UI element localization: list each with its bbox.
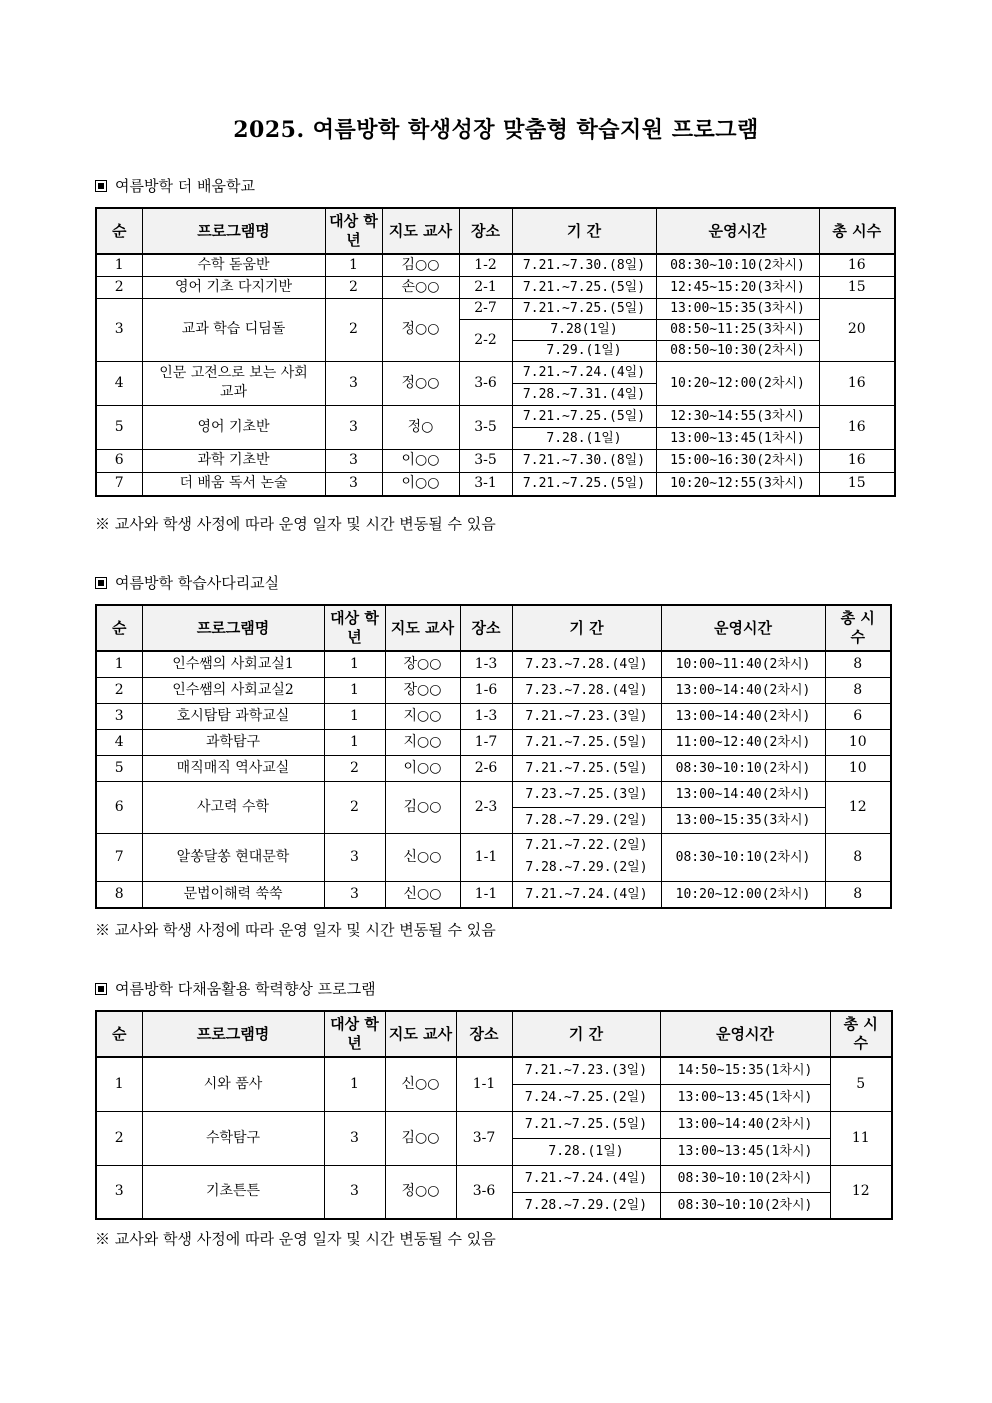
total-hours: 8 [825,881,891,908]
table-row [96,276,895,298]
teacher: 장○○ [385,677,460,703]
table-row [96,755,891,781]
table-row [96,361,895,383]
table-header-row [96,208,895,254]
program-name: 수학 돋움반 [142,254,325,276]
table-row [96,1111,892,1138]
header-cell: 기 간 [512,1011,660,1057]
program-table [95,1010,893,1220]
period: 7.23.~7.25.(3일) [512,781,661,807]
table-row [96,833,891,881]
table-header-row [96,1011,892,1057]
program-name: 더 배움 독서 논술 [142,472,325,496]
program-name: 교과 학습 디딤돌 [142,298,325,361]
target-grade: 3 [325,449,382,472]
operating-time: 10:20~12:55(3차시) [656,472,819,496]
row-number: 1 [96,1057,142,1111]
period: 7.21.~7.24.(4일) [512,361,656,383]
program-name: 문법이해력 쑥쑥 [142,881,324,908]
operating-time: 13:00~13:45(1차시) [660,1084,830,1111]
schedule-change-note: ※ 교사와 학생 사정에 따라 운영 일자 및 시간 변동될 수 있음 [95,921,496,939]
table-row [96,881,891,908]
period: 7.21.~7.25.(5일) [512,298,656,319]
table-row [96,781,891,807]
room: 3-1 [459,472,512,496]
period: 7.23.~7.28.(4일) [512,651,661,677]
target-grade: 1 [325,254,382,276]
total-hours: 10 [825,755,891,781]
program-name: 기초튼튼 [142,1165,324,1219]
total-hours: 16 [819,361,895,405]
program-name: 수학탐구 [142,1111,324,1165]
period: 7.21.~7.23.(3일) [512,1057,660,1084]
section-heading: 여름방학 다채움활용 학력향상 프로그램 [95,978,376,999]
row-number: 2 [96,677,142,703]
teacher: 지○○ [385,703,460,729]
period: 7.24.~7.25.(2일) [512,1084,660,1111]
row-number: 7 [96,833,142,881]
total-hours: 20 [819,298,895,361]
row-number: 7 [96,472,142,496]
period: 7.29.(1일) [512,340,656,361]
header-cell: 대상 학년 [324,1011,385,1057]
header-cell: 프로그램명 [142,605,324,651]
header-cell: 대상 학년 [324,605,385,651]
program-table [95,207,896,497]
row-number: 2 [96,276,142,298]
target-grade: 1 [324,677,385,703]
operating-time: 12:30~14:55(3차시) [656,405,819,427]
row-number: 3 [96,1165,142,1219]
table-row [96,651,891,677]
target-grade: 1 [324,1057,385,1111]
teacher: 정○ [382,405,459,449]
period: 7.28.~7.29.(2일) [512,1192,660,1219]
teacher: 정○○ [382,361,459,405]
period: 7.21.~7.25.(5일) [512,276,656,298]
teacher: 신○○ [385,1057,456,1111]
period [512,833,661,881]
target-grade: 3 [325,405,382,449]
filled-square-icon [95,577,107,589]
row-number: 5 [96,405,142,449]
period: 7.21.~7.25.(5일) [512,729,661,755]
operating-time: 13:00~13:45(1차시) [656,427,819,449]
teacher: 이○○ [382,449,459,472]
period: 7.21.~7.25.(5일) [512,472,656,496]
header-cell: 프로그램명 [142,1011,324,1057]
period: 7.21.~7.30.(8일) [512,449,656,472]
operating-time: 13:00~14:40(2차시) [661,781,825,807]
teacher: 지○○ [385,729,460,755]
target-grade: 3 [325,472,382,496]
header-cell: 지도 교사 [385,605,460,651]
room: 2-1 [459,276,512,298]
header-cell: 대상 학년 [325,208,382,254]
row-number: 3 [96,298,142,361]
total-hours: 15 [819,276,895,298]
room: 3-6 [459,361,512,405]
table-row [96,472,895,496]
teacher: 장○○ [385,651,460,677]
room: 3-5 [459,405,512,449]
target-grade: 2 [324,755,385,781]
table-row [96,405,895,427]
total-hours: 6 [825,703,891,729]
operating-time: 08:30~10:10(2차시) [661,833,825,881]
total-hours: 15 [819,472,895,496]
program-name: 시와 품사 [142,1057,324,1111]
total-hours: 5 [830,1057,892,1111]
header-cell: 프로그램명 [142,208,325,254]
target-grade: 2 [325,298,382,361]
operating-time: 10:20~12:00(2차시) [656,361,819,405]
header-cell: 운영시간 [661,605,825,651]
room: 2-3 [460,781,512,833]
operating-time: 15:00~16:30(2차시) [656,449,819,472]
schedule-change-note: ※ 교사와 학생 사정에 따라 운영 일자 및 시간 변동될 수 있음 [95,515,496,533]
room: 2-6 [460,755,512,781]
program-name: 알쏭달쏭 현대문학 [142,833,324,881]
operating-time: 08:30~10:10(2차시) [660,1165,830,1192]
total-hours: 8 [825,651,891,677]
table-row [96,703,891,729]
operating-time: 12:45~15:20(3차시) [656,276,819,298]
filled-square-icon [95,983,107,995]
period: 7.21.~7.25.(5일) [512,405,656,427]
room: 1-6 [460,677,512,703]
room: 1-3 [460,703,512,729]
teacher: 김○○ [382,254,459,276]
table-row [96,1165,892,1192]
operating-time: 08:30~10:10(2차시) [661,755,825,781]
period: 7.28.~7.31.(4일) [512,383,656,405]
teacher: 정○○ [385,1165,456,1219]
operating-time: 14:50~15:35(1차시) [660,1057,830,1084]
operating-time: 08:30~10:10(2차시) [656,254,819,276]
target-grade: 1 [324,703,385,729]
teacher: 신○○ [385,881,460,908]
total-hours: 8 [825,833,891,881]
program-name: 영어 기초반 [142,405,325,449]
room: 1-2 [459,254,512,276]
program-name: 사고력 수학 [142,781,324,833]
table-row [96,729,891,755]
room: 1-1 [460,881,512,908]
target-grade: 3 [324,881,385,908]
total-hours: 16 [819,254,895,276]
header-cell: 총 시수 [819,208,895,254]
program-table [95,604,892,909]
header-cell: 지도 교사 [382,208,459,254]
header-cell: 장소 [459,208,512,254]
total-hours: 12 [825,781,891,833]
room: 1-3 [460,651,512,677]
page-title: 2025. 여름방학 학생성장 맞춤형 학습지원 프로그램 [233,117,759,143]
operating-time: 13:00~15:35(3차시) [661,807,825,833]
target-grade: 1 [324,729,385,755]
row-number: 2 [96,1111,142,1165]
header-cell: 순 [96,605,142,651]
period: 7.23.~7.28.(4일) [512,677,661,703]
total-hours: 16 [819,449,895,472]
section-heading: 여름방학 학습사다리교실 [95,572,279,593]
target-grade: 3 [324,1165,385,1219]
table-row [96,449,895,472]
total-hours: 8 [825,677,891,703]
period-line: 7.21.~7.22.(2일) [525,838,648,853]
period: 7.21.~7.30.(8일) [512,254,656,276]
operating-time: 13:00~15:35(3차시) [656,298,819,319]
row-number: 8 [96,881,142,908]
row-number: 6 [96,781,142,833]
target-grade: 2 [324,781,385,833]
target-grade: 2 [325,276,382,298]
total-hours: 10 [825,729,891,755]
room: 2-7 [459,298,512,319]
teacher: 손○○ [382,276,459,298]
program-name: 인수쌤의 사회교실1 [142,651,324,677]
header-cell: 기 간 [512,208,656,254]
table-row [96,677,891,703]
period: 7.21.~7.25.(5일) [512,755,661,781]
teacher: 이○○ [382,472,459,496]
period: 7.28.(1일) [512,1138,660,1165]
header-cell: 운영시간 [656,208,819,254]
operating-time: 10:20~12:00(2차시) [661,881,825,908]
room: 1-1 [460,833,512,881]
program-name: 호시탐탐 과학교실 [142,703,324,729]
room: 3-5 [459,449,512,472]
teacher: 신○○ [385,833,460,881]
period-line: 7.28.~7.29.(2일) [525,860,648,875]
row-number: 4 [96,729,142,755]
operating-time: 11:00~12:40(2차시) [661,729,825,755]
header-cell: 기 간 [512,605,661,651]
operating-time: 10:00~11:40(2차시) [661,651,825,677]
target-grade: 3 [324,833,385,881]
room: 3-6 [456,1165,512,1219]
schedule-change-note: ※ 교사와 학생 사정에 따라 운영 일자 및 시간 변동될 수 있음 [95,1230,496,1248]
table-row [96,254,895,276]
row-number: 4 [96,361,142,405]
operating-time: 08:50~11:25(3차시) [656,319,819,340]
filled-square-icon [95,180,107,192]
period: 7.21.~7.25.(5일) [512,1111,660,1138]
period: 7.21.~7.24.(4일) [512,881,661,908]
header-cell: 순 [96,208,142,254]
period: 7.28.~7.29.(2일) [512,807,661,833]
total-hours: 11 [830,1111,892,1165]
operating-time: 13:00~14:40(2차시) [660,1111,830,1138]
table-row [96,298,895,319]
table-row [96,1057,892,1084]
program-name: 매직매직 역사교실 [142,755,324,781]
teacher: 이○○ [385,755,460,781]
target-grade: 3 [324,1111,385,1165]
teacher: 김○○ [385,1111,456,1165]
target-grade: 3 [325,361,382,405]
header-cell: 순 [96,1011,142,1057]
row-number: 5 [96,755,142,781]
teacher: 정○○ [382,298,459,361]
row-number: 1 [96,651,142,677]
program-name: 과학탐구 [142,729,324,755]
target-grade: 1 [324,651,385,677]
period: 7.21.~7.24.(4일) [512,1165,660,1192]
row-number: 1 [96,254,142,276]
header-cell: 총 시수 [830,1011,892,1057]
total-hours: 16 [819,405,895,449]
program-name: 인수쌤의 사회교실2 [142,677,324,703]
room: 1-1 [456,1057,512,1111]
header-cell: 운영시간 [660,1011,830,1057]
operating-time: 13:00~14:40(2차시) [661,703,825,729]
period: 7.28.(1일) [512,427,656,449]
program-name: 영어 기초 다지기반 [142,276,325,298]
room: 3-7 [456,1111,512,1165]
program-name: 인문 고전으로 보는 사회 교과 [142,361,325,405]
teacher: 김○○ [385,781,460,833]
header-cell: 장소 [460,605,512,651]
period: 7.28(1일) [512,319,656,340]
row-number: 3 [96,703,142,729]
header-cell: 지도 교사 [385,1011,456,1057]
period: 7.21.~7.23.(3일) [512,703,661,729]
header-cell: 장소 [456,1011,512,1057]
operating-time: 08:50~10:30(2차시) [656,340,819,361]
operating-time: 13:00~13:45(1차시) [660,1138,830,1165]
row-number: 6 [96,449,142,472]
header-cell: 총 시수 [825,605,891,651]
room: 1-7 [460,729,512,755]
table-header-row [96,605,891,651]
total-hours: 12 [830,1165,892,1219]
program-name: 과학 기초반 [142,449,325,472]
operating-time: 13:00~14:40(2차시) [661,677,825,703]
operating-time: 08:30~10:10(2차시) [660,1192,830,1219]
room: 2-2 [459,319,512,361]
section-heading: 여름방학 더 배움학교 [95,175,255,196]
